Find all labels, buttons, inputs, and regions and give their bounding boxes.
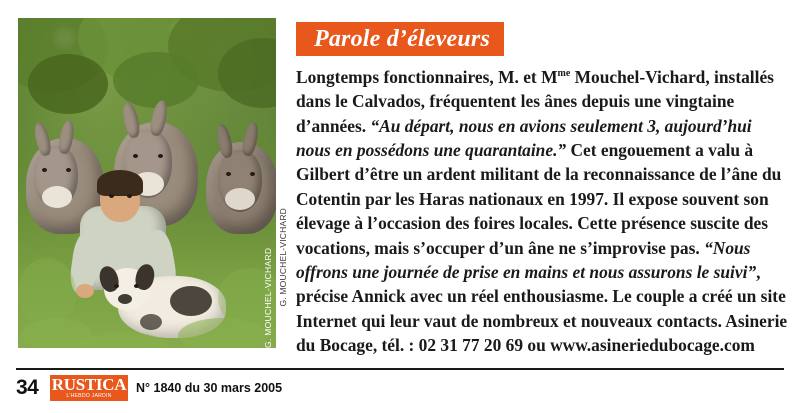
man-eye xyxy=(109,194,114,198)
magazine-logo xyxy=(50,375,128,401)
donkey-eye xyxy=(250,172,255,176)
dog-eye xyxy=(134,284,139,288)
photo-scene xyxy=(18,18,276,348)
donkey-ear xyxy=(120,101,141,139)
dog-eye xyxy=(114,284,119,288)
dog-nose xyxy=(118,294,132,304)
photo-credit-text: G. MOUCHEL-VICHARD xyxy=(278,208,288,307)
logo-subtitle: L’HEBDO JARDIN xyxy=(66,392,112,399)
donkey-eye xyxy=(133,154,138,158)
donkey-muzzle xyxy=(225,188,255,210)
foliage-blob xyxy=(28,54,108,114)
photo-credit-overlay: G. MOUCHEL-VICHARD xyxy=(263,247,273,348)
donkey-eye xyxy=(42,168,47,172)
footer-divider xyxy=(16,368,784,370)
donkey-muzzle xyxy=(42,186,72,208)
headline-banner xyxy=(296,22,504,56)
donkey-eye xyxy=(66,168,71,172)
donkey-eye xyxy=(158,154,163,158)
donkey-eye xyxy=(226,172,231,176)
man-eye xyxy=(127,194,132,198)
page-title: Parole d’éleveurs xyxy=(314,26,491,52)
article-photo xyxy=(18,18,276,348)
grass xyxy=(18,258,76,328)
logo-title: RUSTICA xyxy=(51,375,127,394)
foliage-blob xyxy=(113,52,199,108)
photo-credit xyxy=(278,208,292,348)
article-body xyxy=(296,62,788,358)
dog-patch xyxy=(170,286,212,316)
dog-patch xyxy=(140,314,162,330)
man-hand xyxy=(76,284,94,298)
man-hair xyxy=(97,170,143,196)
article-paragraph: Longtemps fonctionnaires, M. et $M^{me}$ Mouchel-Vichard, installés dans le Calvados, fréquentent les ânes depuis une vingtaine d’années. “Au départ, nous en avions seulement 3, aujourd’hui nous en possédons une quarantaine.” Cet engouement a valu à Gilbert d’être un ardent militant de la reconnaissance de l’âne du Cotentin par les Haras nationaux en 1997. Il expose souvent son élevage à l’occasion des foires locales. Cette présence suscite des vocations, mais s’occuper d’un âne ne s’improvise pas. “Nous offrons une journée de prise en mains et nous assurons le suivi”, précise Annick avec un réel enthousiasme. Le couple a créé un site Internet qui leur vaut de nombreux et nouveaux contacts. Asinerie du Bocage, tél. : 02 31 77 20 69 ou www.asineriedubocage.com xyxy=(296,66,788,356)
issue-info: N° 1840 du 30 mars 2005 xyxy=(136,381,283,395)
page-number: 34 xyxy=(16,376,39,399)
